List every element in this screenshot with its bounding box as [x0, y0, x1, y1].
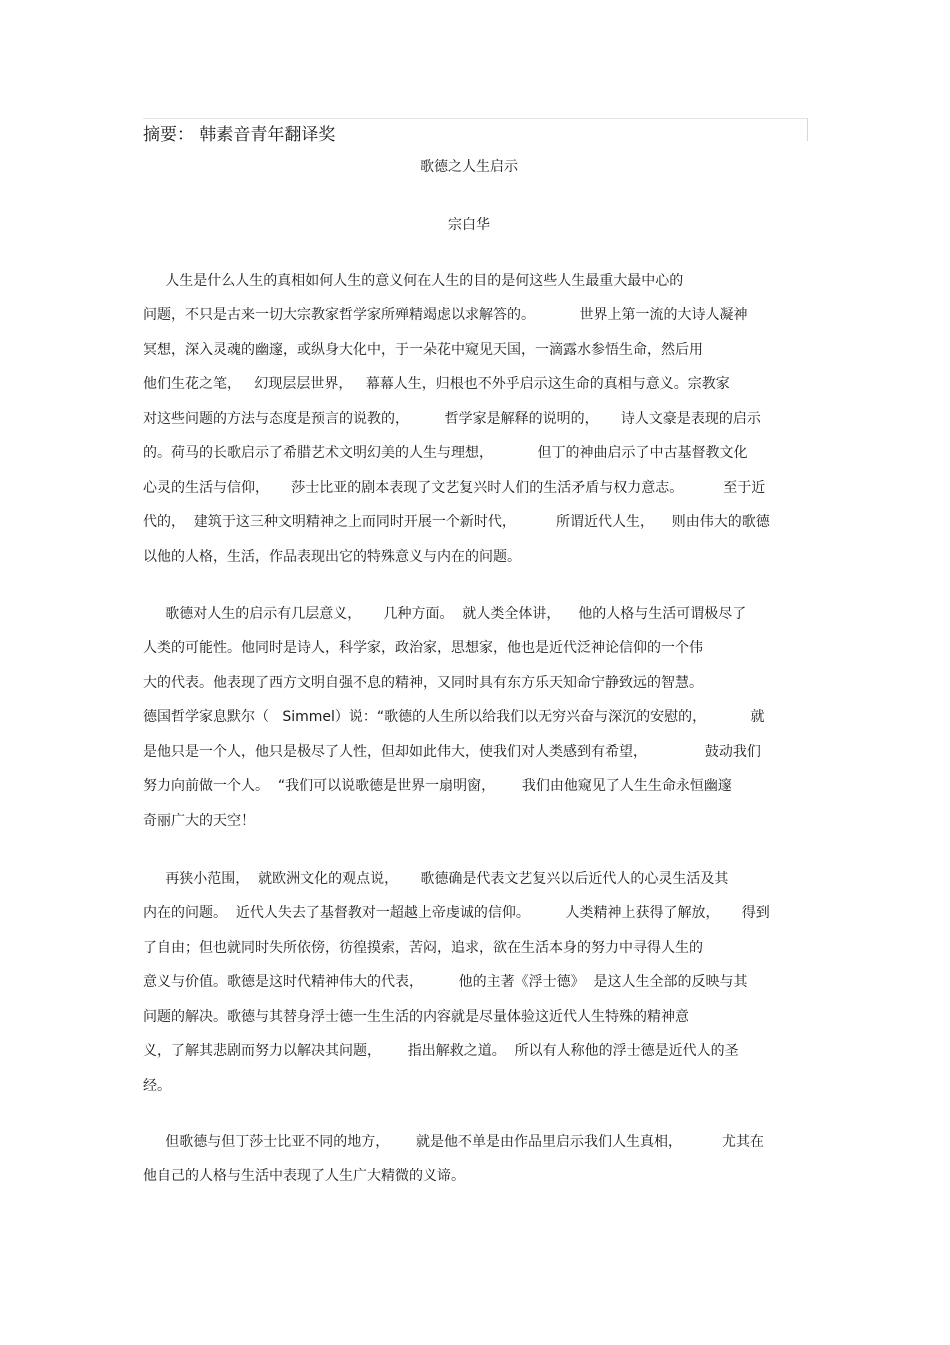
paragraph-line: 心灵的生活与信仰， 莎士比亚的剧本表现了文艺复兴时人们的生活矛盾与权力意志。 至于近: [143, 480, 766, 496]
document-author: 宗白华: [448, 217, 490, 233]
paragraph-line: 代的， 建筑于这三种文明精神之上而同时开展一个新时代， 所谓近代人生， 则由伟大的歌德: [143, 514, 770, 530]
paragraph-line: 但歌德与但丁莎士比亚不同的地方， 就是他不单是由作品里启示我们人生真相， 尤其在: [143, 1134, 765, 1150]
paragraph-line: 他们生花之笔， 幻现层层世界， 幕幕人生，归根也不外乎启示这生命的真相与意义。宗教家: [143, 376, 730, 392]
paragraph-line: 努力向前做一个人。 “我们可以说歌德是世界一扇明窗， 我们由他窥见了人生生命永恒幽邃: [143, 778, 732, 794]
paragraph-line: 意义与价值。歌德是这时代精神伟大的代表， 他的主著《浮士德》 是这人生全部的反映与其: [143, 974, 748, 990]
paragraph-line: 以他的人格，生活，作品表现出它的特殊意义与内在的问题。: [143, 549, 521, 565]
paragraph-line: 的。荷马的长歌启示了希腊艺术文明幻美的人生与理想， 但丁的神曲启示了中古基督教文化: [143, 445, 748, 461]
paragraph-line: 大的代表。他表现了西方文明自强不息的精神，又同时具有东方乐天知命宁静致远的智慧。: [143, 675, 703, 691]
paragraph-line: 人生是什么人生的真相如何人生的意义何在人生的目的是何这些人生最重大最中心的: [143, 273, 684, 289]
paragraph-line: 歌德对人生的启示有几层意义， 几种方面。 就人类全体讲， 他的人格与生活可谓极尽了: [143, 606, 747, 622]
paragraph-line: 内在的问题。 近代人失去了基督教对一超越上帝虔诚的信仰。 人类精神上获得了解放， 得到: [143, 905, 770, 921]
paragraph-line: 冥想，深入灵魂的幽邃，或纵身大化中，于一朵花中窥见天国，一滴露水参悟生命，然后用: [143, 342, 703, 358]
paragraph-line: 问题，不只是古来一切大宗教家哲学家所殚精竭虑以求解答的。 世界上第一流的大诗人凝神: [143, 307, 748, 323]
paragraph-line: 人类的可能性。他同时是诗人，科学家，政治家，思想家，他也是近代泛神论信仰的一个伟: [143, 640, 703, 656]
paragraph-line: 义，了解其悲剧而努力以解决其问题， 指出解救之道。 所以有人称他的浮士德是近代人的圣: [143, 1043, 739, 1059]
paragraph-line: 对这些问题的方法与态度是预言的说教的， 哲学家是解释的说明的， 诗人文豪是表现的启示: [143, 411, 761, 427]
paragraph-line: 是他只是一个人，他只是极尽了人性，但却如此伟大，使我们对人类感到有希望， 鼓动我们: [143, 744, 761, 760]
paragraph-line: 德国哲学家息默尔（ Simmel）说：“歌德的人生所以给我们以无穷兴奋与深沉的安慰的， 就: [143, 709, 765, 725]
paragraph-line: 奇丽广大的天空！: [143, 813, 255, 829]
paragraph-line: 问题的解决。歌德与其替身浮士德一生生活的内容就是尽量体验这近代人生特殊的精神意: [143, 1009, 689, 1025]
summary-heading: 摘要： 韩素音青年翻译奖: [143, 125, 336, 145]
paragraph-line: 了自由；但也就同时失所依傍，彷徨摸索，苦闷，追求，欲在生活本身的努力中寻得人生的: [143, 940, 703, 956]
paragraph-line: 经。: [143, 1078, 171, 1094]
document-title: 歌德之人生启示: [420, 159, 518, 175]
paragraph-line: 他自己的人格与生活中表现了人生广大精微的义谛。: [143, 1168, 465, 1184]
paragraph-line: 再狭小范围， 就欧洲文化的观点说， 歌德确是代表文艺复兴以后近代人的心灵生活及其: [143, 871, 729, 887]
